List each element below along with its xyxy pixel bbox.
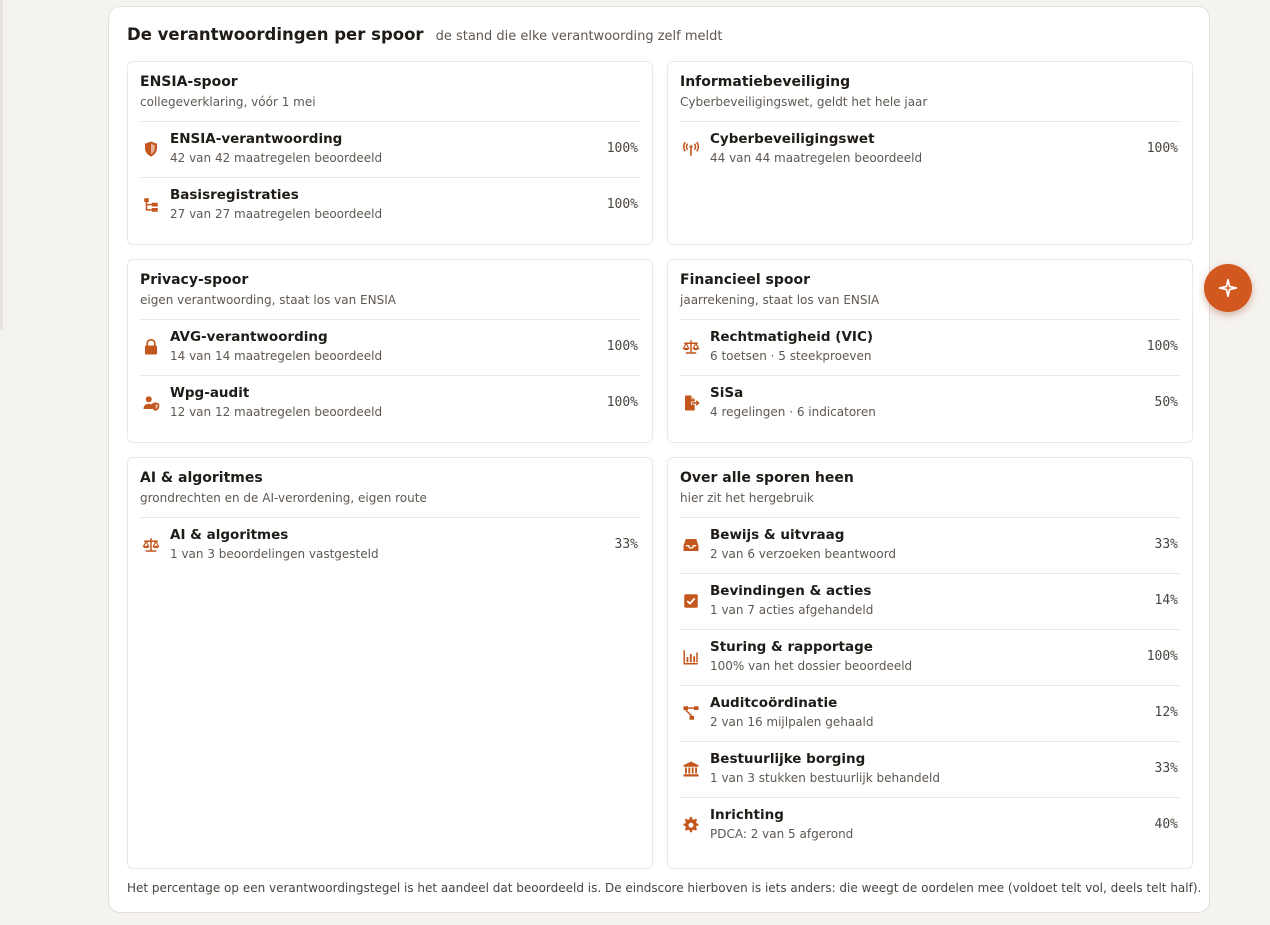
accountability-progress-text: 2 van 16 mijlpalen gehaald	[710, 715, 874, 729]
gear-icon	[682, 816, 700, 834]
user-shield-icon	[142, 394, 160, 412]
accountability-percentage: 33%	[1154, 537, 1178, 552]
accountability-row[interactable]	[680, 630, 1180, 686]
accountability-percentage: 100%	[1146, 141, 1178, 156]
card-title: Financieel spoor	[680, 272, 810, 288]
shield-icon	[142, 140, 160, 158]
accountability-progress-text: 1 van 3 stukken bestuurlijk behandeld	[710, 771, 940, 785]
accountability-progress-text: 1 van 7 acties afgehandeld	[710, 603, 874, 617]
accountability-percentage: 100%	[606, 141, 638, 156]
panel-subtitle: de stand die elke verantwoording zelf meldt	[435, 29, 723, 44]
accountability-list	[680, 518, 1180, 854]
accountability-name: Rechtmatigheid (VIC)	[710, 329, 874, 345]
accountability-row[interactable]	[680, 686, 1180, 742]
inbox-icon	[682, 536, 700, 554]
accountability-list	[140, 518, 640, 574]
accountability-progress-text: 2 van 6 verzoeken beantwoord	[710, 547, 897, 561]
lock-icon	[142, 338, 160, 356]
card-title: Privacy-spoor	[140, 272, 249, 288]
card-title: AI & algoritmes	[140, 470, 263, 486]
accountability-row[interactable]	[140, 518, 640, 574]
accountability-row[interactable]	[140, 376, 640, 432]
accountability-name: Basisregistraties	[170, 187, 299, 203]
checkbox-icon	[682, 592, 700, 610]
accountability-progress-text: PDCA: 2 van 5 afgerond	[710, 827, 854, 841]
accountability-progress-text: 1 van 3 beoordelingen vastgesteld	[170, 547, 379, 561]
accountability-name: SiSa	[710, 385, 744, 401]
card-title: Over alle sporen heen	[680, 470, 854, 486]
bank-icon	[682, 760, 700, 778]
accountability-percentage: 50%	[1154, 395, 1178, 410]
accountability-progress-text: 42 van 42 maatregelen beoordeeld	[170, 151, 383, 165]
accountability-percentage: 33%	[614, 537, 638, 552]
accountability-name: Bewijs & uitvraag	[710, 527, 845, 543]
track-card	[667, 457, 1193, 869]
track-card	[667, 259, 1193, 443]
accountability-progress-text: 6 toetsen · 5 steekproeven	[710, 349, 872, 363]
accountability-row[interactable]	[680, 742, 1180, 798]
accountability-percentage: 100%	[606, 339, 638, 354]
accountability-progress-text: 44 van 44 maatregelen beoordeeld	[710, 151, 923, 165]
accountability-row[interactable]	[140, 320, 640, 376]
accountability-percentage: 12%	[1154, 705, 1178, 720]
accountability-row[interactable]	[140, 178, 640, 234]
card-subtitle: Cyberbeveiligingswet, geldt het hele jaar	[680, 95, 928, 109]
accountability-name: ENSIA-verantwoording	[170, 131, 343, 147]
accountability-row[interactable]	[140, 122, 640, 178]
accountability-row[interactable]	[680, 320, 1180, 376]
accountability-row[interactable]	[680, 574, 1180, 630]
accountability-name: Bevindingen & acties	[710, 583, 872, 599]
bar-chart-icon	[682, 648, 700, 666]
sparkle-icon	[1218, 278, 1238, 298]
scale-icon	[142, 536, 160, 554]
accountability-list	[140, 320, 640, 432]
accountability-percentage: 100%	[1146, 339, 1178, 354]
accountability-percentage: 14%	[1154, 593, 1178, 608]
accountability-name: Wpg-audit	[170, 385, 250, 401]
track-card	[127, 259, 653, 443]
track-card	[127, 457, 653, 869]
accountability-progress-text: 27 van 27 maatregelen beoordeeld	[170, 207, 383, 221]
accountability-list	[140, 122, 640, 234]
accountability-name: AI & algoritmes	[170, 527, 289, 543]
accountability-name: Sturing & rapportage	[710, 639, 873, 655]
antenna-icon	[682, 140, 700, 158]
accountability-progress-text: 12 van 12 maatregelen beoordeeld	[170, 405, 383, 419]
left-edge-strip	[0, 0, 3, 330]
document-export-icon	[682, 394, 700, 412]
assistant-fab-button[interactable]	[1204, 264, 1252, 312]
card-subtitle: eigen verantwoording, staat los van ENSIA	[140, 293, 396, 307]
tracks-panel	[108, 6, 1210, 913]
accountability-percentage: 100%	[606, 197, 638, 212]
accountability-name: AVG-verantwoording	[170, 329, 328, 345]
track-card	[127, 61, 653, 245]
accountability-percentage: 33%	[1154, 761, 1178, 776]
scale-icon	[682, 338, 700, 356]
accountability-name: Auditcoördinatie	[710, 695, 838, 711]
accountability-progress-text: 100% van het dossier beoordeeld	[710, 659, 913, 673]
card-title: ENSIA-spoor	[140, 74, 238, 90]
panel-title: De verantwoordingen per spoor	[127, 25, 424, 44]
accountability-list	[680, 122, 1180, 178]
accountability-percentage: 40%	[1154, 817, 1178, 832]
accountability-name: Inrichting	[710, 807, 784, 823]
card-subtitle: jaarrekening, staat los van ENSIA	[680, 293, 880, 307]
card-subtitle: grondrechten en de AI-verordening, eigen route	[140, 491, 427, 505]
accountability-name: Bestuurlijke borging	[710, 751, 866, 767]
accountability-row[interactable]	[680, 122, 1180, 178]
accountability-progress-text: 14 van 14 maatregelen beoordeeld	[170, 349, 383, 363]
accountability-list	[680, 320, 1180, 432]
accountability-row[interactable]	[680, 376, 1180, 432]
track-card	[667, 61, 1193, 245]
card-subtitle: hier zit het hergebruik	[680, 491, 814, 505]
accountability-percentage: 100%	[1146, 649, 1178, 664]
card-title: Informatiebeveiliging	[680, 74, 851, 90]
footnote: Het percentage op een verantwoordingstegel is het aandeel dat beoordeeld is. De eindscore hierboven is iets anders: die weegt de oordelen mee (voldoet telt vol, deels telt half).	[127, 881, 1202, 895]
accountability-name: Cyberbeveiligingswet	[710, 131, 875, 147]
accountability-row[interactable]	[680, 798, 1180, 854]
hierarchy-icon	[142, 196, 160, 214]
accountability-row[interactable]	[680, 518, 1180, 574]
accountability-percentage: 100%	[606, 395, 638, 410]
network-icon	[682, 704, 700, 722]
panel-header	[127, 25, 722, 51]
card-subtitle: collegeverklaring, vóór 1 mei	[140, 95, 316, 109]
accountability-progress-text: 4 regelingen · 6 indicatoren	[710, 405, 876, 419]
